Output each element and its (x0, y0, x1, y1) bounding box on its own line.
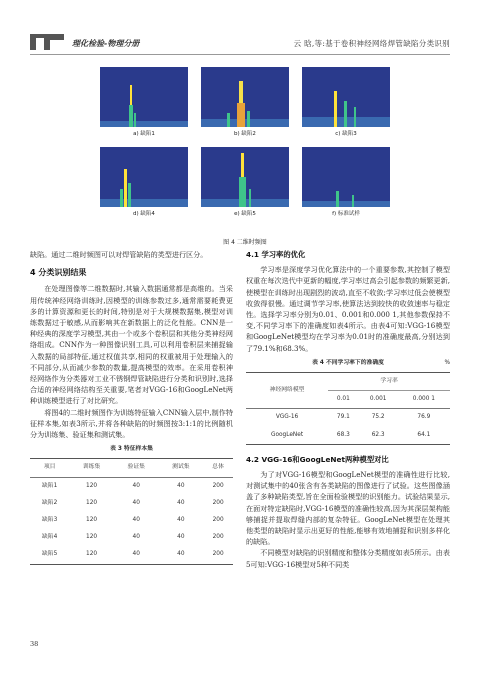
table-cell: 200 (212, 499, 224, 506)
spectrogram-image (100, 147, 188, 207)
table-caption-text: 表 4 不同学习率下的准确度 (312, 359, 384, 366)
table-cell: 40 (114, 546, 159, 564)
paragraph: 将图4的二维时频图作为训练特征输入CNN输入层中,制作特征样本集,如表3所示,并将各种缺陷的时频图按3:1:1的比例随机分为训练集、验证集和测试集。 (30, 407, 233, 440)
paragraph: 不同模型对缺陷的识别精度和整体分类精度如表5所示。由表5可知:VGG-16模型对5种不同类 (246, 548, 450, 569)
figure-panel-c (302, 67, 390, 137)
table-caption: 表 3 特征样本集 (110, 446, 153, 453)
table-cell: 79.1 (336, 414, 350, 421)
table-header: 学习率 (328, 373, 450, 391)
table-cell: 40 (132, 482, 140, 489)
figure-panel-a (100, 67, 188, 137)
table-cell: 40 (177, 534, 185, 541)
table-cell: 40 (177, 517, 185, 524)
table-row (30, 529, 233, 546)
table-cell: 200 (212, 534, 224, 541)
table-header: 0.01 (328, 391, 358, 409)
table-cell: 68.3 (328, 427, 358, 445)
table-row (30, 512, 233, 529)
table-cell: VGG-16 (275, 414, 299, 421)
table-cell: 200 (203, 546, 233, 564)
spectrogram-image (201, 67, 289, 127)
table-caption (246, 358, 450, 369)
table-header: 神经网络模型 (246, 373, 328, 409)
figure-panel-label: a) 缺陷1 (133, 131, 155, 137)
table-cell: GoogLeNet (246, 427, 328, 445)
table-cell: 120 (86, 534, 98, 541)
table-row (246, 409, 450, 427)
table-cell: 40 (177, 499, 185, 506)
spectrogram-image (100, 67, 188, 127)
table-3 (30, 458, 233, 564)
figure-panel-e (201, 147, 289, 217)
table-cell: 62.3 (359, 427, 398, 445)
table-cell: 120 (69, 546, 114, 564)
table-cell: 120 (86, 517, 98, 524)
table-4 (246, 372, 450, 445)
table-row (30, 477, 233, 495)
paragraph: 在处理图像等二维数据时,其输入数据通常都是高维的。当采用传统神经网络训练时,因模型的训练参数过多,通常需要耗费更多的计算资源和更长的时间,特别是对于大规模数据集,模型对训练数据过于敏感,从而影响其在新数据上的泛化性能。CNN是一种经典的深度学习模型,其由一个或多个卷积层和其他分类神经网络组成。CNN作为一种图像识别工具,可以利用卷积层来捕捉输入数据的局部特征,通过权值共享,相同的权重被用于处理输入的不同部分,从而减少参数的数量,提高模型的效率。在采用卷积神经网络作为分类器对工业不锈钢焊管缺陷进行分类和识别时,选择合适的神经网络结构至关重要,笔者对VGG-16和GoogLeNet两种训练模型进行了对比研究。 (30, 284, 233, 406)
table-unit: % (444, 359, 450, 366)
paragraph: 学习率是深度学习优化算法中的一个重要参数,其控制了模型权重在每次迭代中更新的幅度,学习率过高会引起参数的频繁更新,使模型在训练时出现剧烈的波动,直至不收敛;学习率过低会使模型收敛得很慢。通过调节学习率,使算法达到较快的收敛速率与稳定性。选择学习率分别为0.01、0.001和0.000 1,其他参数保持不变,不同学习率下的准确度如表4所示。由表4可知:VGG-16模型和GoogLeNet模型均在学习率为0.01时的准确度最高,分别达到了79.1%和68.3%。 (246, 265, 450, 353)
journal-name: 理化检验-物理分册 (72, 39, 140, 48)
figure-panel-label: d) 缺陷4 (133, 211, 155, 217)
paragraph: 缺陷。通过二维时频图可以对焊管缺陷的类型进行区分。 (30, 250, 208, 259)
figure-caption: 图 4 二维时频图 (223, 239, 267, 246)
table-header: 验证集 (114, 459, 159, 477)
table-row (30, 495, 233, 512)
table-row (30, 546, 233, 564)
table-cell: 120 (86, 482, 98, 489)
table-cell: 75.2 (371, 414, 385, 421)
header-rule (30, 54, 450, 55)
table-cell: 120 (86, 499, 98, 506)
table-cell: 200 (212, 517, 224, 524)
figure-panel-label: f) 标准试样 (332, 211, 360, 217)
table-header: 0.001 (359, 391, 398, 409)
table-cell: 200 (212, 482, 224, 489)
page-header (30, 32, 450, 54)
table-cell: 40 (132, 499, 140, 506)
subsection-heading: 4.2 VGG-16和GoogLeNet两种模型对比 (246, 454, 389, 464)
table-row (246, 427, 450, 445)
table-header: 总体 (203, 459, 233, 477)
table-cell: 缺陷2 (41, 499, 58, 506)
right-column (246, 249, 450, 570)
table-cell: 64.1 (398, 427, 450, 445)
page-number: 38 (30, 640, 39, 648)
table-cell: 40 (132, 534, 140, 541)
table-cell: 40 (132, 517, 140, 524)
figure-panel-b (201, 67, 289, 137)
table-cell: 76.9 (417, 414, 431, 421)
figure-panel-f (302, 147, 390, 217)
table-cell: 40 (159, 546, 204, 564)
running-title: 云 晗,等:基于卷积神经网络焊管缺陷分类识别 (293, 39, 450, 48)
table-cell: 40 (177, 482, 185, 489)
table-header: 项目 (30, 459, 69, 477)
spectrogram-image (302, 67, 390, 127)
figure-panel-label: b) 缺陷2 (234, 131, 256, 137)
table-cell: 缺陷1 (41, 482, 58, 489)
paragraph: 为了对VGG-16模型和GoogLeNet模型的准确性进行比较,对测试集中的40张含有各类缺陷的图像进行了试验。这些图像涵盖了多种缺陷类型,旨在全面检验模型的识别能力。试验结果显示,在面对特定缺陷时,VGG-16模型的准确性较高,因为其深层架构能够捕捉并提取焊缝内部的复杂特征。GoogLeNet模型在处理其他类型的缺陷时显示出更好的性能,能够有效地捕捉和识别多样化的缺陷。 (246, 470, 450, 547)
figure-panel-d (100, 147, 188, 217)
table-header: 测试集 (159, 459, 204, 477)
subsection-heading: 4.1 学习率的优化 (246, 250, 306, 259)
left-column (30, 249, 233, 565)
figure-panel-label: e) 缺陷5 (234, 211, 256, 217)
spectrogram-image (302, 147, 390, 207)
table-header: 0.000 1 (398, 391, 450, 409)
table-cell: 缺陷5 (30, 546, 69, 564)
section-heading: 4 分类识别结果 (30, 268, 87, 278)
table-header: 训练集 (69, 459, 114, 477)
figure-panel-label: c) 缺陷3 (335, 131, 357, 137)
table-cell: 缺陷4 (41, 534, 58, 541)
spectrogram-image (201, 147, 289, 207)
table-cell: 缺陷3 (41, 517, 58, 524)
